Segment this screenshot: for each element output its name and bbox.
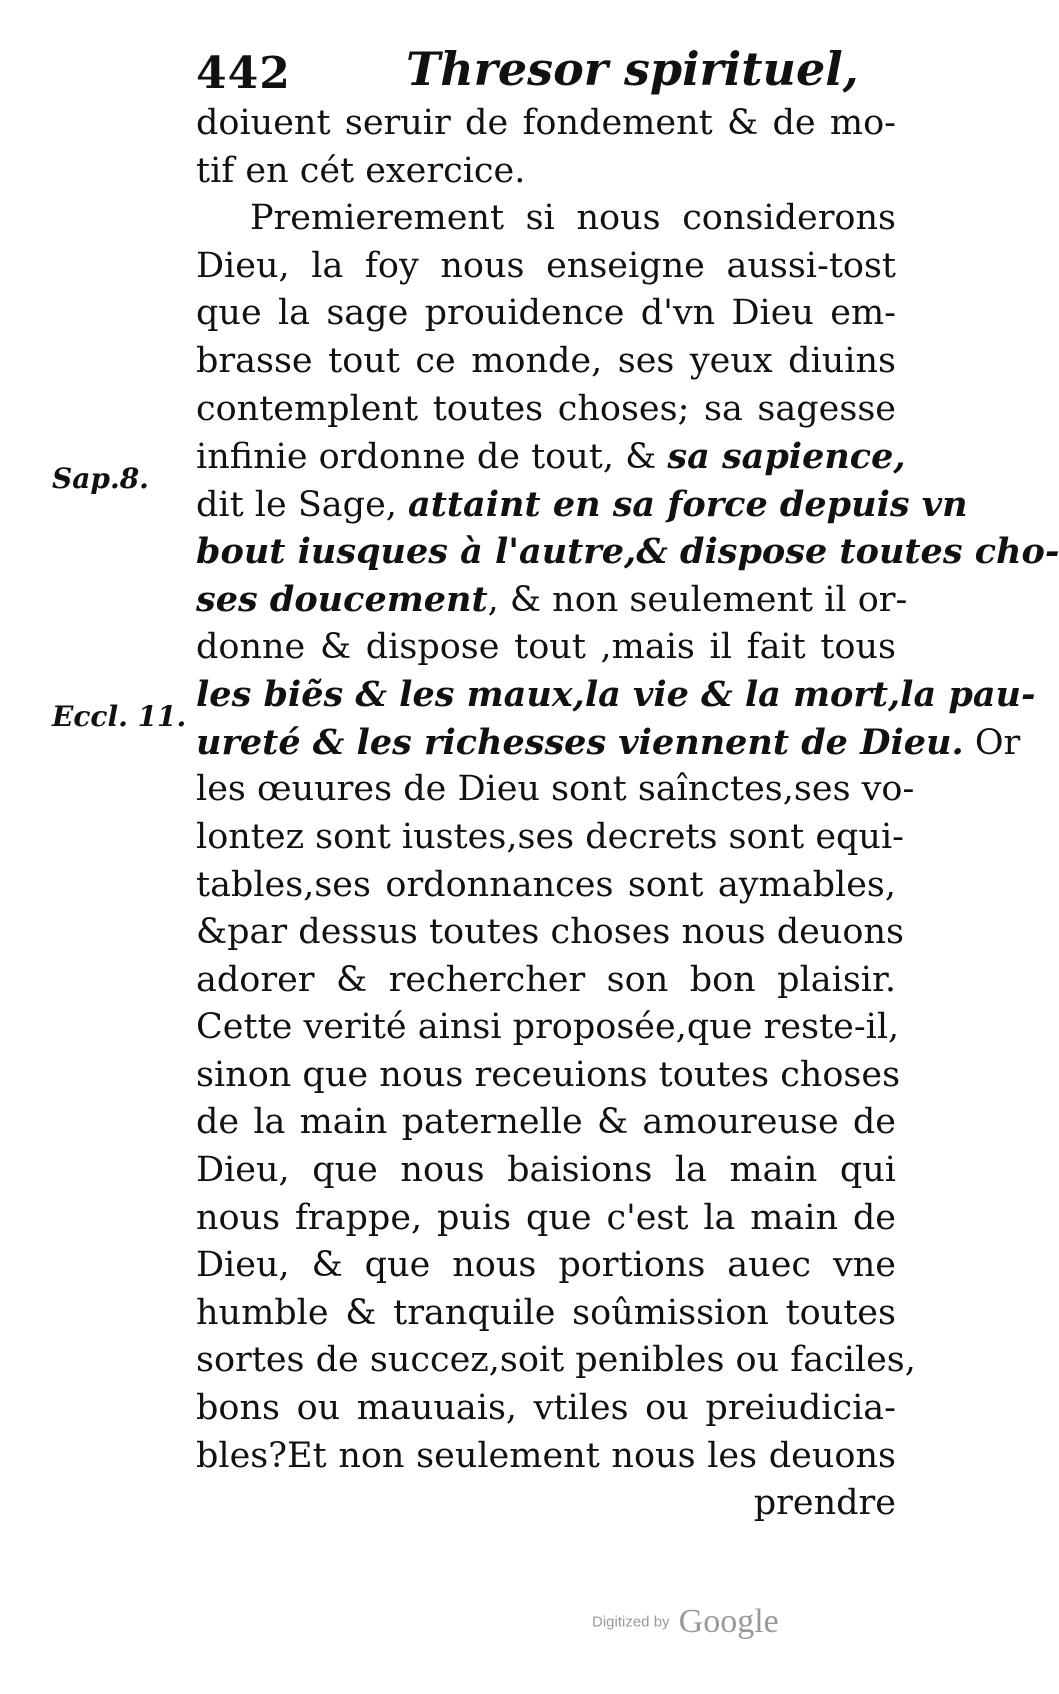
- text-line: dit le Sage, attaint en sa force depuis vn: [196, 483, 968, 525]
- google-logo: Google: [678, 1603, 779, 1640]
- text-line: lontez sont iustes,ses decrets sont equi-: [196, 816, 904, 857]
- scripture-quote: ureté & les richesses viennent de Dieu.: [196, 721, 964, 763]
- text-line: bles?Et non seulement nous les deuons: [196, 1435, 896, 1476]
- scripture-quote: les biẽs & les maux,la vie & la mort,la pau-: [196, 674, 1036, 716]
- catchword: prendre: [753, 1483, 896, 1524]
- text-line: les œuures de Dieu sont saînctes,ses vo-: [196, 769, 915, 810]
- text-line: ses doucement, & non seulement il or-: [196, 578, 908, 620]
- text-line: Dieu, & que nous portions auec vne: [196, 1245, 896, 1286]
- text-line: infinie ordonne de tout, & sa sapience,: [196, 436, 906, 478]
- page-number: 442: [196, 48, 291, 99]
- text-line: humble & tranquile soûmission toutes: [196, 1292, 896, 1333]
- text-line: brasse tout ce monde, ses yeux diuins: [196, 340, 896, 381]
- margin-note-eccl: Eccl. 11.: [52, 700, 187, 733]
- text-line: ureté & les richesses viennent de Dieu. Or: [196, 721, 1021, 763]
- text-line: tif en cét exercice.: [196, 150, 526, 191]
- text-line: nous frappe, puis que c'est la main de: [196, 1197, 896, 1238]
- scripture-quote: ses doucement: [196, 578, 488, 620]
- text-line: donne & dispose tout ,mais il fait tous: [196, 626, 896, 667]
- text-line: bons ou mauuais, vtiles ou preiudicia-: [196, 1388, 896, 1429]
- google-watermark: [592, 1603, 779, 1643]
- text-line: contemplent toutes choses; sa sagesse: [196, 388, 896, 429]
- text-line: sortes de succez,soit penibles ou faciles,: [196, 1340, 916, 1381]
- watermark-prefix: Digitized by: [592, 1613, 670, 1631]
- text-line: Cette verité ainsi proposée,que reste-il,: [196, 1007, 900, 1048]
- text-line: que la sage prouidence d'vn Dieu em-: [196, 293, 896, 334]
- text-line: &par dessus toutes choses nous deuons: [196, 912, 904, 953]
- text-line: adorer & rechercher son bon plaisir.: [196, 959, 896, 1000]
- scripture-quote: sa sapience,: [667, 436, 906, 478]
- text-line: Dieu, la foy nous enseigne aussi-tost: [196, 245, 896, 286]
- running-title: Thresor spirituel,: [406, 42, 859, 96]
- text-line: doiuent seruir de fondement & de mo-: [196, 103, 896, 143]
- margin-note-sap: Sap.8.: [52, 462, 149, 495]
- text-line: [196, 671, 1036, 719]
- text-line: de la main paternelle & amoureuse de: [196, 1102, 896, 1143]
- body-text: [196, 100, 1059, 1528]
- text-line: [196, 528, 1059, 576]
- scripture-quote: attaint en sa force depuis vn: [408, 483, 968, 525]
- scripture-quote: bout iusques à l'autre,& dispose toutes cho-: [196, 531, 1059, 573]
- text-line: tables,ses ordonnances sont aymables,: [196, 864, 896, 905]
- text-line: sinon que nous receuions toutes choses: [196, 1054, 901, 1095]
- page-header: [196, 38, 916, 108]
- text-line: Dieu, que nous baisions la main qui: [196, 1150, 896, 1191]
- text-line: Premierement si nous considerons: [250, 198, 896, 239]
